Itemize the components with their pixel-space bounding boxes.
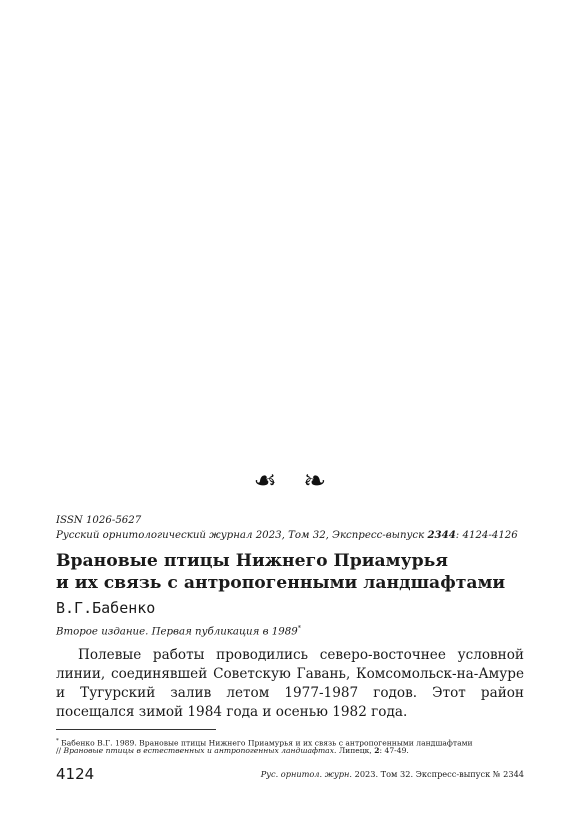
footnote-mark: * (56, 738, 59, 744)
footnote-text: Бабенко В.Г. 1989. Врановые птицы Нижнего Приамурья и их связь с антропогенными ландшафтами (61, 738, 473, 748)
footnote-source: Врановые птицы в естественных и антропогенных ландшафтах. (63, 746, 337, 755)
footnote-ref[interactable]: * (297, 624, 301, 632)
footer-issue: 2023. Том 32. Экспресс-выпуск № 2344 (352, 769, 524, 779)
footnote-volume: 2 (374, 746, 380, 755)
article-title-line-1: Врановые птицы Нижнего Приамурья (56, 551, 448, 571)
journal-abbrev: Рус. орнитол. журн. (260, 769, 353, 779)
body-text (56, 646, 524, 722)
footnote-divider (56, 729, 216, 730)
edition-text: Второе издание. Первая публикация в 1989 (56, 626, 298, 638)
footnote-pages: : 47-49. (379, 746, 409, 755)
article-title (56, 550, 505, 594)
article-title-line-2: и их связь с антропогенными ландшафтами (56, 573, 506, 593)
issn: ISSN 1026-5627 (56, 515, 142, 526)
running-footer (261, 769, 524, 779)
footnote-line-2 (56, 746, 409, 756)
fleuron-right-icon: ☙ (297, 466, 327, 496)
journal-name: Русский орнитологический журнал 2023, Том 32, Экспресс-выпуск (56, 530, 428, 541)
journal-issue: 2344 (427, 529, 456, 541)
fleuron-ornament (0, 466, 580, 496)
footnote-city: Липецк, (336, 746, 375, 755)
footnote-slash: // (56, 746, 64, 755)
fleuron-left-icon: ☙ (253, 466, 283, 496)
paragraph: Полевые работы проводились северо-восточнее условной линии, соединявшей Советскую Гавань, Комсомольск-на-Амуре и Тугурский залив летом 1977-1987 годов. Этот район посещался зимой 1984 года и осенью 1982 года. (56, 647, 524, 720)
edition-note (56, 624, 301, 637)
author: В.Г.Бабенко (56, 599, 156, 617)
journal-pages: : 4124-4126 (455, 530, 518, 541)
page-number: 4124 (56, 765, 95, 783)
journal-citation (56, 528, 518, 543)
